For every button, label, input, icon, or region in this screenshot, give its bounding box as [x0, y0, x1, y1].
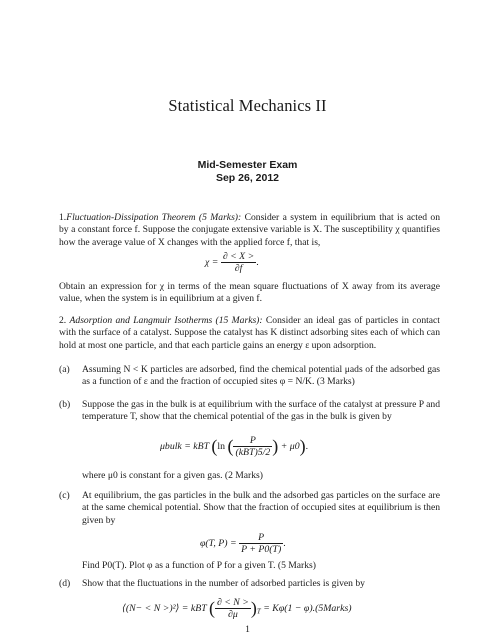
question-2-heading: Adsorption and Langmuir Isotherms (15 Marks): [69, 315, 263, 326]
page-number: 1 [245, 624, 250, 635]
fraction-numerator: P [233, 435, 272, 447]
part-b-after-text: where μ0 is constant for a given gas. (2 Marks) [82, 470, 263, 481]
ln-label: ln [217, 440, 225, 452]
equation-fraction [221, 251, 259, 274]
open-paren-inner: ( [227, 436, 234, 456]
part-c-text: At equilibrium, the gas particles in the bulk and the adsorbed gas particles on the surface are at the same chemical potential. Show that the fraction of occupied sites at equilibrium is then given by [82, 490, 440, 526]
part-a-text: Assuming N < K particles are adsorbed, find the chemical potential μads of the adsorbed gas as a function of ε and the fraction of occupied sites φ = N/K. (3 Marks) [82, 364, 440, 388]
equation-fraction [239, 532, 283, 555]
document-title: Statistical Mechanics II [168, 96, 327, 115]
question-1-number: 1. [59, 212, 67, 223]
equation-lhs: φ(T, P) = [200, 537, 237, 549]
susceptibility-equation [205, 251, 259, 274]
exam-name: Mid-Semester Exam [197, 159, 298, 171]
fraction-denominator: (kBT)5/2 [235, 447, 271, 458]
close-paren: ) [250, 598, 257, 618]
exam-header [0, 159, 495, 185]
equation-tail: + μ0 [280, 440, 300, 452]
fluctuation-equation [122, 597, 352, 620]
fraction-denominator: ∂f [234, 263, 243, 274]
open-paren: ( [208, 598, 215, 618]
equation-fraction [215, 597, 251, 620]
close-paren: ) [299, 436, 306, 456]
equation-subscript: T [256, 607, 261, 616]
fraction-denominator: P + P0(T) [241, 544, 282, 555]
part-c-after-text: Find P0(T). Plot φ as a function of P for a given T. (5 Marks) [82, 560, 316, 571]
question-1-heading: Fluctuation-Dissipation Theorem (5 Marks): [66, 212, 242, 223]
question-1-task: Obtain an expression for χ in terms of the mean square fluctuations of X away from its average value, when the system is in equilibrium at a given f. [59, 281, 440, 305]
fraction-numerator: ∂ < N > [216, 597, 249, 608]
part-b-label: (b) [59, 399, 71, 410]
question-1-text: Consider a system in equilibrium that is acted on by a constant force f. Suppose the conjugate extensive variable is X. The susceptibility χ quantifies how the average value of X changes with the applied force f, that is, [59, 212, 440, 248]
equation-rhs: = Kφ(1 − φ).(5Marks) [263, 602, 352, 614]
question-1-intro [59, 212, 440, 249]
exam-date: Sep 26, 2012 [215, 172, 280, 184]
question-2-text: Consider an ideal gas of particles in contact with the surface of a catalyst. Suppose the catalyst has K distinct adsorbing sites each of which can hold at most one particle, and that each particle gains an energy ε upon adsorption. [59, 315, 440, 351]
open-paren: ( [211, 436, 218, 456]
part-c-label: (c) [59, 490, 70, 501]
question-2-intro [59, 315, 440, 352]
bulk-potential-equation: μbulk = kBT (ln ( $\frac{P}{\text{(kBT)5/2}}$ ) + μ0). [160, 435, 309, 458]
part-a-label: (a) [59, 364, 70, 375]
equation-lhs: μbulk = kBT [160, 440, 209, 452]
part-d-label: (d) [59, 578, 71, 589]
part-d-text: Show that the fluctuations in the number of adsorbed particles is given by [82, 578, 365, 589]
fraction-denominator: ∂μ [228, 609, 238, 620]
equation-lhs: ⟨(N− < N >)²⟩ = kBT [122, 602, 207, 614]
fraction-numerator: ∂ < X > [222, 251, 255, 262]
equation-lhs: χ = [205, 256, 219, 268]
equation-fraction [233, 435, 272, 458]
fraction-numerator: P [239, 532, 283, 544]
question-2-number: 2. [59, 315, 67, 326]
equation-period: . [256, 256, 259, 268]
part-b-text: Suppose the gas in the bulk is at equilibrium with the surface of the catalyst at pressure P and temperature T, show that the chemical potential of the gas in the bulk is given by [82, 399, 440, 423]
occupancy-equation: φ(T, P) = $\frac{P}{P + P0(T)}$ . [200, 532, 286, 555]
close-paren-inner: ) [272, 436, 279, 456]
